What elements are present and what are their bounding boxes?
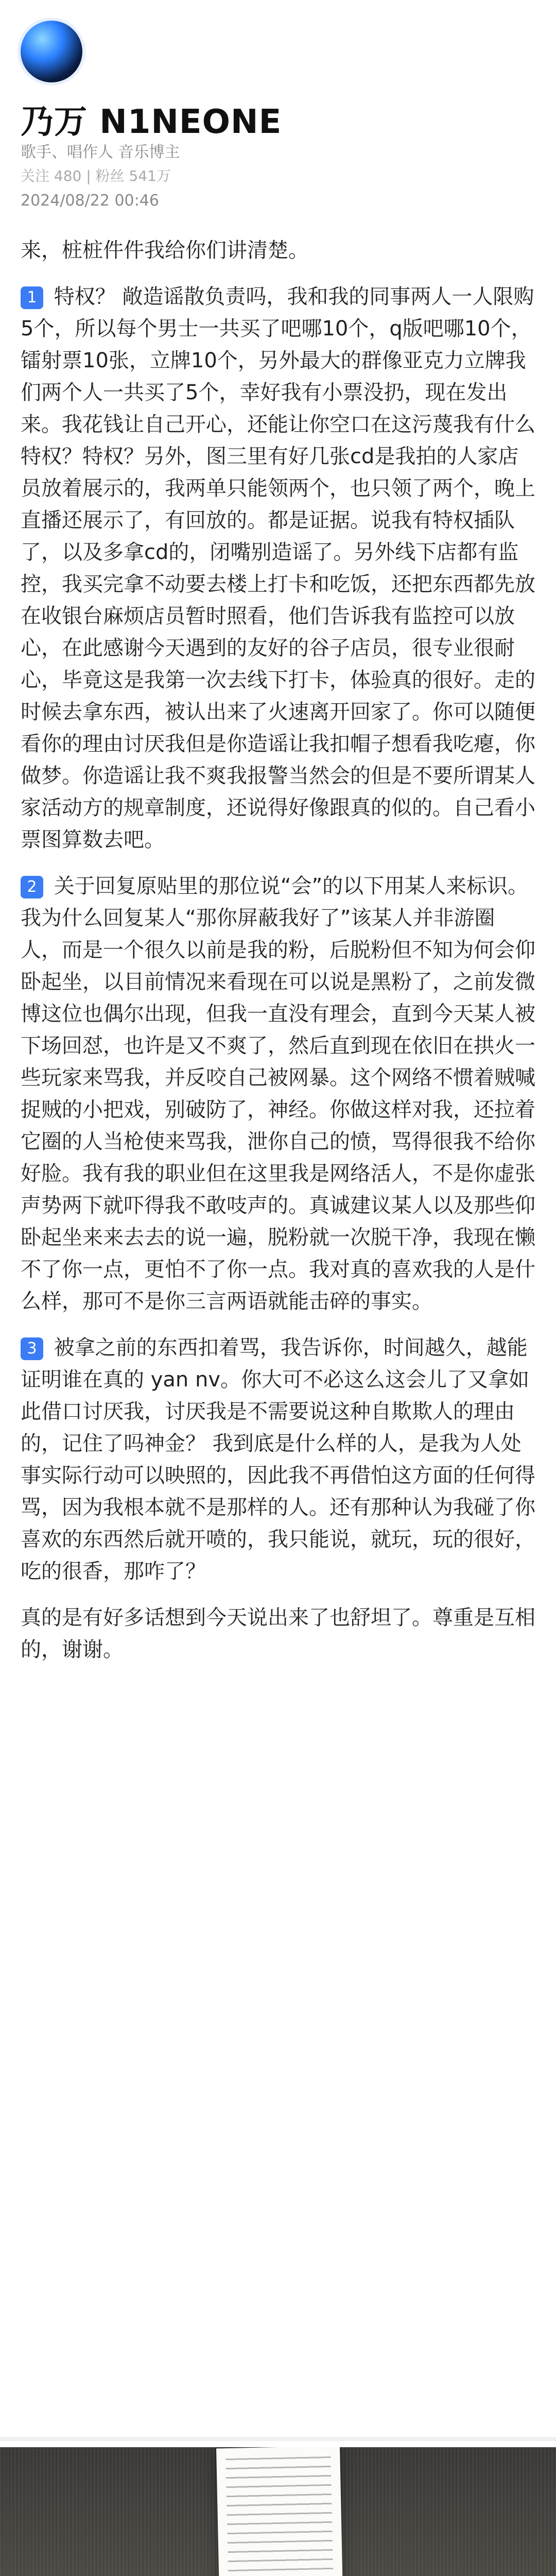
post-item-text: 关于回复原贴里的那位说“会”的以下用某人来标识。我为什么回复某人“那你屏蔽我好了”该某人并非游圈人，而是一个很久以前是我的粉，后脱粉但不知为何会仰卧起坐，以目前情况来看现在可以说是黑粉了，之前发微博这位也偶尔出现，但我一直没有理会，直到今天某人被下场回怼，也许是又不爽了，然后直到现在依旧在拱火一些玩家来骂我，并反咬自己被网暴。这个网络不惯着贼喊捉贼的小把戏，别破防了，神经。你做这样对我，还拉着它圈的人当枪使来骂我，泄你自己的愤，骂得很我不给你好脸。我有我的职业但在这里我是网络活人，不是你虚张声势两下就吓得我不敢吱声的。真诚建议某人以及那些仰卧起坐来来去去的说一遍，脱粉就一次脱干净，我现在懒不了你一点，更怕不了你一点。我对真的喜欢我的人是什么样，那可不是你三言两语就能击碎的事实。 bbox=[21, 874, 535, 1313]
profile-name[interactable]: 乃万 N1NEONE bbox=[21, 103, 282, 141]
post-closing: 真的是有好多话想到今天说出来了也舒坦了。尊重是互相的，谢谢。 bbox=[21, 1606, 535, 1662]
receipt-photo-1[interactable] bbox=[0, 2447, 556, 2576]
receipt-paper bbox=[216, 2447, 356, 2576]
profile-header bbox=[0, 0, 556, 216]
post-item-2 bbox=[21, 870, 535, 1317]
post-item-text: 被拿之前的东西扣着骂，我告诉你，时间越久，越能证明谁在真的 yan nv。你大可不必这么这会儿了又拿如此借口讨厌我，讨厌我是不需要说这种自欺欺人的理由的，记住了吗神金？ 我到底是什么样的人，是我为人处事实际行动可以映照的，因此我不再借怕这方面的任何得骂，因为我根本就不是那样的人。还有那种认为我碰了你喜欢的东西然后就开喷的，我只能说，就玩，玩的很好，吃的很香，那咋了？ bbox=[21, 1336, 535, 1583]
profile-tags: 歌手、唱作人 音乐博主 bbox=[21, 143, 180, 161]
number-badge: 2 bbox=[21, 876, 43, 899]
post-opening: 来，桩桩件件我给你们讲清楚。 bbox=[21, 239, 309, 262]
post-item-3 bbox=[21, 1332, 535, 1587]
post-item-text: 特权？ 敞造谣散负责吗，我和我的同事两人一人限购5个，所以每个男士一共买了吧哪10个，q版吧哪10个，镭射票10张，立牌10个，另外最大的群像亚克力立牌我们两个人一共买了5个，幸好我有小票没扔，现在发出来。我花钱让自己开心，还能让你空口在这污蔑我有什么特权？特权？另外，图三里有好几张cd是我拍的人家店员放着展示的，我两单只能领两个，也只领了两个，晚上直播还展示了，有回放的。都是证据。说我有特权插队了，以及多拿cd的，闭嘴别造谣了。另外线下店都有监控，我买完拿不动要去楼上打卡和吃饭，还把东西都先放在收银台麻烦店员暂时照看，他们告诉我有监控可以放心，在此感谢今天遇到的友好的谷子店员，很专业很耐心，毕竟这是我第一次去线下打卡，体验真的很好。走的时候去拿东西，被认出来了火速离开回家了。你可以随便看你的理由讨厌我但是你造谣让我扣帽子想看我吃瘪，你做梦。你造谣让我不爽我报警当然会的但是不要所谓某人家活动方的规章制度，还说得好像跟真的似的。自己看小票图算数去吧。 bbox=[21, 285, 535, 852]
divider bbox=[0, 2437, 556, 2441]
post-date: 2024/08/22 00:46 bbox=[21, 192, 159, 210]
avatar[interactable] bbox=[21, 21, 82, 82]
profile-stats: 关注 480 | 粉丝 541万 bbox=[21, 167, 171, 184]
post-item-1 bbox=[21, 281, 535, 856]
post-content bbox=[21, 234, 535, 1666]
receipt-lines bbox=[225, 2456, 346, 2576]
number-badge: 3 bbox=[21, 1337, 43, 1360]
number-badge: 1 bbox=[21, 286, 43, 309]
